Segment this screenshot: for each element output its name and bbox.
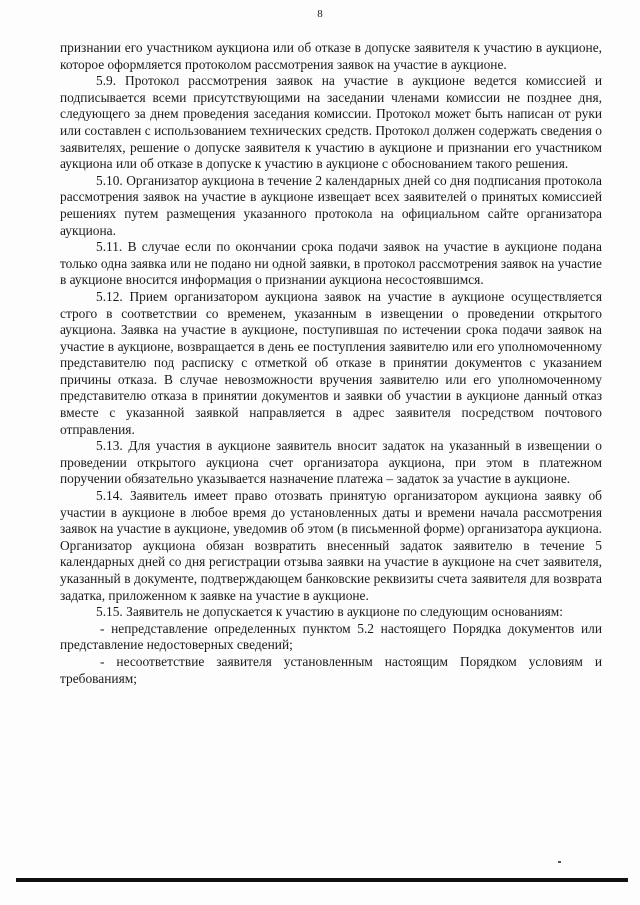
bottom-scan-rule <box>16 878 628 882</box>
paragraph-5-10: 5.10. Организатор аукциона в течение 2 календарных дней со дня подписания протокола рассмотрения заявок на участие в аукционе извещает всех заявителей о принятых комиссией решениях путем размещения указанного протокола на официальном сайте организатора аукциона. <box>60 172 602 238</box>
paragraph-5-9: 5.9. Протокол рассмотрения заявок на участие в аукционе ведется комиссией и подписывается всеми присутствующими на заседании членами комиссии не позднее дня, следующего за днем проведения заседания комиссии. Протокол может быть написан от руки или составлен с использованием технических средств. Протокол должен содержать сведения о заявителях, решение о допуске заявителя к участию в аукционе и признании его участником аукциона или об отказе в допуске к участию в аукционе с обоснованием такого решения. <box>60 73 602 172</box>
list-item-ground-2: - несоответствие заявителя установленным настоящим Порядком условиям и требованиям; <box>60 653 602 686</box>
scan-speck <box>558 861 561 863</box>
document-body <box>60 40 602 687</box>
paragraph-5-11: 5.11. В случае если по окончании срока подачи заявок на участие в аукционе подана только одна заявка или не подано ни одной заявки, в протокол рассмотрения заявок на участие в аукционе вносится информация о признании аукциона несостоявшимся. <box>60 239 602 288</box>
paragraph-5-12: 5.12. Прием организатором аукциона заявок на участие в аукционе осуществляется строго в соответствии со временем, указанным в извещении о проведении открытого аукциона. Заявка на участие в аукционе, поступившая по истечении срока подачи заявок на участие в аукционе, возвращается в день ее поступления заявителю или его уполномоченному представителю под расписку с отметкой об отказе в принятии документов с указанием причины отказа. В случае невозможности вручения заявителю или его уполномоченному представителю отказа в принятии документов и заявки об участии в аукционе данный отказ вместе с указанной заявкой направляется в адрес заявителя посредством почтового отправления. <box>60 288 602 437</box>
paragraph-5-14: 5.14. Заявитель имеет право отозвать принятую организатором аукциона заявку об участии в аукционе в любое время до установленных даты и времени начала рассмотрения заявок на участие в аукционе, уведомив об этом (в письменной форме) организатора аукциона. Организатор аукциона обязан возвратить внесенный задаток заявителю в течение 5 календарных дней со дня регистрации отзыва заявки на участие в аукционе на счет заявителя, указанный в документе, подтверждающем банковские реквизиты счета заявителя для возврата задатка, приложенном к заявке на участие в аукционе. <box>60 488 602 603</box>
paragraph-5-13: 5.13. Для участия в аукционе заявитель вносит задаток на указанный в извещении о проведении открытого аукциона счет организатора аукциона, при этом в платежном поручении обязательно указывается назначение платежа – задаток за участие в аукционе. <box>60 438 602 487</box>
page-number: 8 <box>317 8 323 20</box>
list-item-ground-1: - непредставление определенных пунктом 5.2 настоящего Порядка документов или представление недостоверных сведений; <box>60 620 602 653</box>
paragraph-5-15: 5.15. Заявитель не допускается к участию в аукционе по следующим основаниям: <box>96 604 563 620</box>
paragraph-continuation: признании его участником аукциона или об отказе в допуске заявителя к участию в аукционе, которое оформляется протоколом рассмотрения заявок на участие в аукционе. <box>60 40 602 72</box>
